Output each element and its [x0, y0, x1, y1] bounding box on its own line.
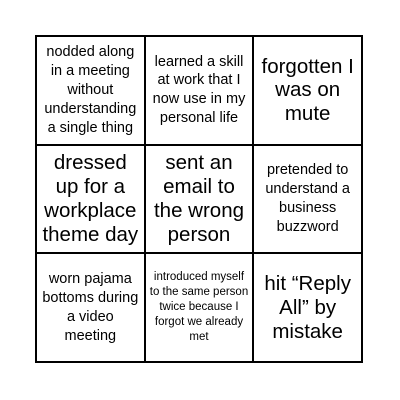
bingo-cell-r1c2[interactable] [145, 36, 254, 145]
bingo-cell-r1c3[interactable] [253, 36, 362, 145]
bingo-cell-text: worn pajama bottoms during a video meeting [42, 270, 139, 344]
bingo-board [35, 35, 363, 363]
bingo-cell-r2c3[interactable] [253, 145, 362, 254]
bingo-cell-r3c3[interactable] [253, 253, 362, 362]
bingo-cell-text: nodded along in a meeting without understanding a single thing [44, 44, 137, 136]
bingo-cell-r3c1[interactable] [36, 253, 145, 362]
bingo-cell-r1c1[interactable] [36, 36, 145, 145]
bingo-cell-text: sent an email to the wrong person [153, 151, 244, 246]
bingo-cell-r3c2[interactable] [145, 253, 254, 362]
bingo-cell-r2c1[interactable] [36, 145, 145, 254]
bingo-cell-text: learned a skill at work that I now use in my personal life [152, 53, 246, 127]
bingo-cell-text: dressed up for a workplace theme day [42, 151, 139, 246]
bingo-cell-r2c2[interactable] [145, 145, 254, 254]
bingo-cell-text: hit “Reply All” by mistake [264, 272, 351, 343]
bingo-cell-text: pretended to understand a business buzzword [265, 162, 350, 235]
bingo-cell-text: forgotten I was on mute [261, 54, 354, 126]
bingo-cell-text: introduced myself to the same person twice because I forgot we already met [149, 271, 249, 344]
